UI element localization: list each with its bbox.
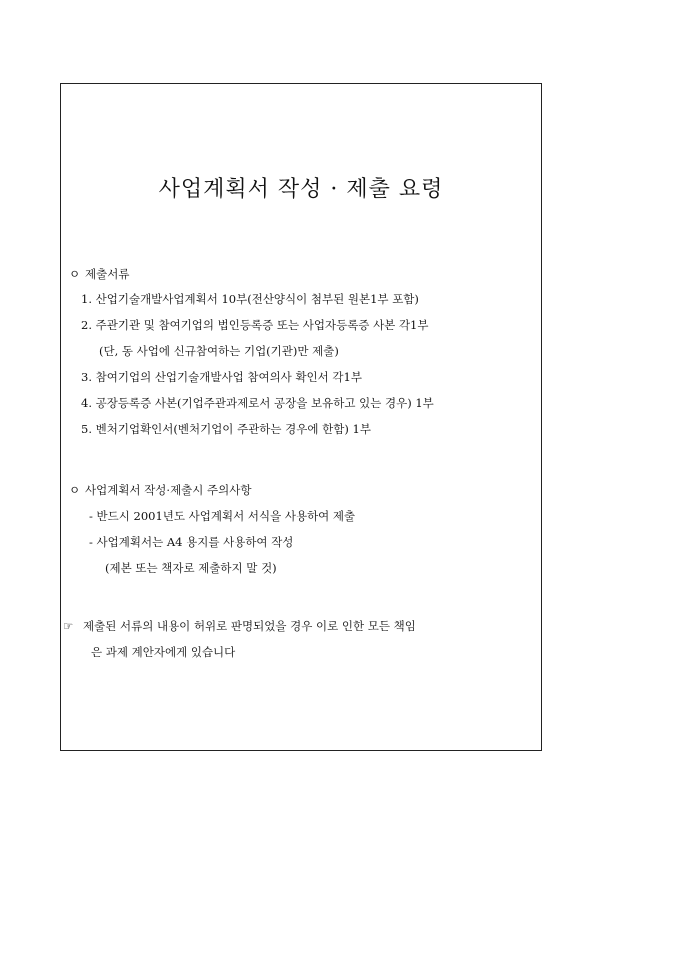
- note-line-continuation: 은 과제 계안자에게 있습니다: [91, 645, 236, 659]
- pointing-hand-icon: ☞: [63, 619, 74, 633]
- note-text: 제출된 서류의 내용이 허위로 판명되었을 경우 이로 인한 모든 책임: [83, 619, 416, 633]
- list-item: 2. 주관기관 및 참여기업의 법인등록증 또는 사업자등록증 사본 각1부: [81, 318, 429, 332]
- section-heading-documents: [69, 266, 129, 282]
- section-heading-text: 제출서류: [85, 267, 130, 281]
- circle-bullet-icon: ㅇ: [69, 267, 81, 281]
- list-item-continuation: (단, 동 사업에 신규참여하는 기업(기관)만 제출): [99, 344, 339, 358]
- list-item: 1. 산업기술개발사업계획서 10부(전산양식이 첨부된 원본1부 포함): [81, 292, 419, 306]
- page-title: 사업계획서 작성 · 제출 요령: [158, 177, 444, 202]
- section-heading-precautions: [69, 482, 252, 498]
- note-line: [63, 618, 416, 634]
- list-item: - 반드시 2001년도 사업계획서 서식을 사용하여 제출: [89, 509, 356, 523]
- section-heading-text: 사업계획서 작성·제출시 주의사항: [85, 483, 252, 497]
- circle-bullet-icon: ㅇ: [69, 483, 81, 497]
- list-item-continuation: (제본 또는 책자로 제출하지 말 것): [105, 561, 277, 575]
- list-item: 4. 공장등록증 사본(기업주관과제로서 공장을 보유하고 있는 경우) 1부: [81, 396, 434, 410]
- document-box: [60, 83, 542, 751]
- list-item: 3. 참여기업의 산업기술개발사업 참여의사 확인서 각1부: [81, 370, 362, 384]
- list-item: 5. 벤처기업확인서(벤처기업이 주관하는 경우에 한함) 1부: [81, 422, 371, 436]
- list-item: - 사업계획서는 A4 용지를 사용하여 작성: [89, 535, 294, 549]
